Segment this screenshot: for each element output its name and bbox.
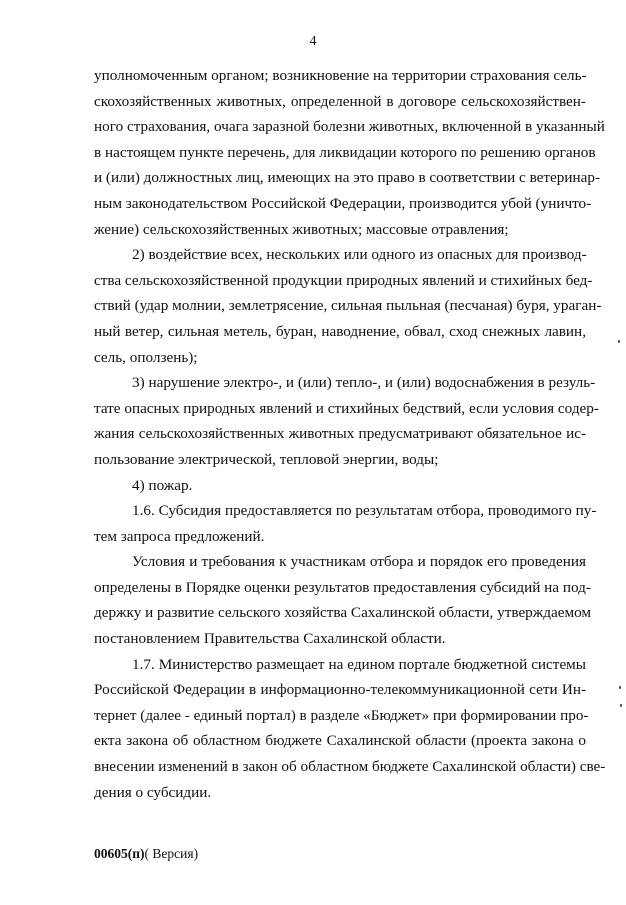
text-line: ного страхования, очага заразной болезни животных, включенной в указанный [94,118,605,136]
text-line: тернет (далее - единый портал) в разделе «Бюджет» при формировании про- [94,706,589,724]
text-line: 4) пожар. [132,476,193,494]
text-line: внесении изменений в закон об областном бюджете Сахалинской области) све- [94,758,606,776]
text-line: ствий (удар молнии, землетрясение, сильная пыльная (песчаная) буря, ураган- [94,297,602,315]
scan-speck [619,686,621,689]
text-line: и (или) должностных лиц, имеющих на это право в соответствии с ветеринар- [94,169,601,187]
text-line: постановлением Правительства Сахалинской области. [94,630,446,648]
text-line: Российской Федерации в информационно-телекоммуникационной сети Ин- [94,681,586,699]
text-line: екта закона об областном бюджете Сахалинской области (проекта закона о [94,732,586,750]
page-number: 4 [309,34,317,49]
text-line: Условия и требования к участникам отбора и порядок его проведения [132,553,586,571]
scan-speck [620,704,622,707]
paragraph [94,652,606,806]
text-line: тате опасных природных явлений и стихийных бедствий, если условия содер- [94,399,599,417]
text-line: жания сельскохозяйственных животных предусматривают обязательное ис- [94,425,586,443]
paragraph [94,63,605,242]
paragraph [94,498,597,549]
document-footer [94,846,198,862]
text-line: ный ветер, сильная метель, буран, наводнение, обвал, сход снежных лавин, [94,322,586,340]
text-line: жение) сельскохозяйственных животных; массовые отравления; [94,220,509,238]
document-code: 00605(п) [94,846,145,861]
text-line: 1.6. Субсидия предоставляется по результатам отбора, проводимого пу- [132,502,597,520]
text-line: в настоящем пункте перечень, для ликвидации которого по решению органов [94,143,596,161]
text-line: ным законодательством Российской Федерации, производится убой (уничто- [94,194,592,212]
text-line: 2) воздействие всех, нескольких или одного из опасных для производ- [132,246,587,264]
paragraph [94,549,592,651]
paragraph [94,242,602,370]
document-body [94,63,606,805]
text-line: скохозяйственных животных, определенной в договоре сельскохозяйствен- [94,92,586,110]
text-line: сель, оползень); [94,348,198,366]
text-line: 3) нарушение электро-, и (или) тепло-, и (или) водоснабжения в резуль- [132,374,596,392]
text-line: уполномоченным органом; возникновение на территории страхования сель- [94,67,587,84]
text-line: дения о субсидии. [94,783,212,801]
paragraph [94,370,599,472]
text-line: пользование электрической, тепловой энергии, воды; [94,450,439,468]
paragraph [94,473,586,499]
text-line: держку и развитие сельского хозяйства Сахалинской области, утверждаемом [94,604,592,622]
text-line: тем запроса предложений. [94,527,265,545]
document-version-label: ( Версия) [144,846,199,861]
scan-speck [618,340,620,343]
text-line: 1.7. Министерство размещает на едином портале бюджетной системы [132,655,586,673]
text-line: определены в Порядке оценки результатов предоставления субсидий на под- [94,578,591,596]
text-line: ства сельскохозяйственной продукции природных явлений и стихийных бед- [94,271,593,289]
